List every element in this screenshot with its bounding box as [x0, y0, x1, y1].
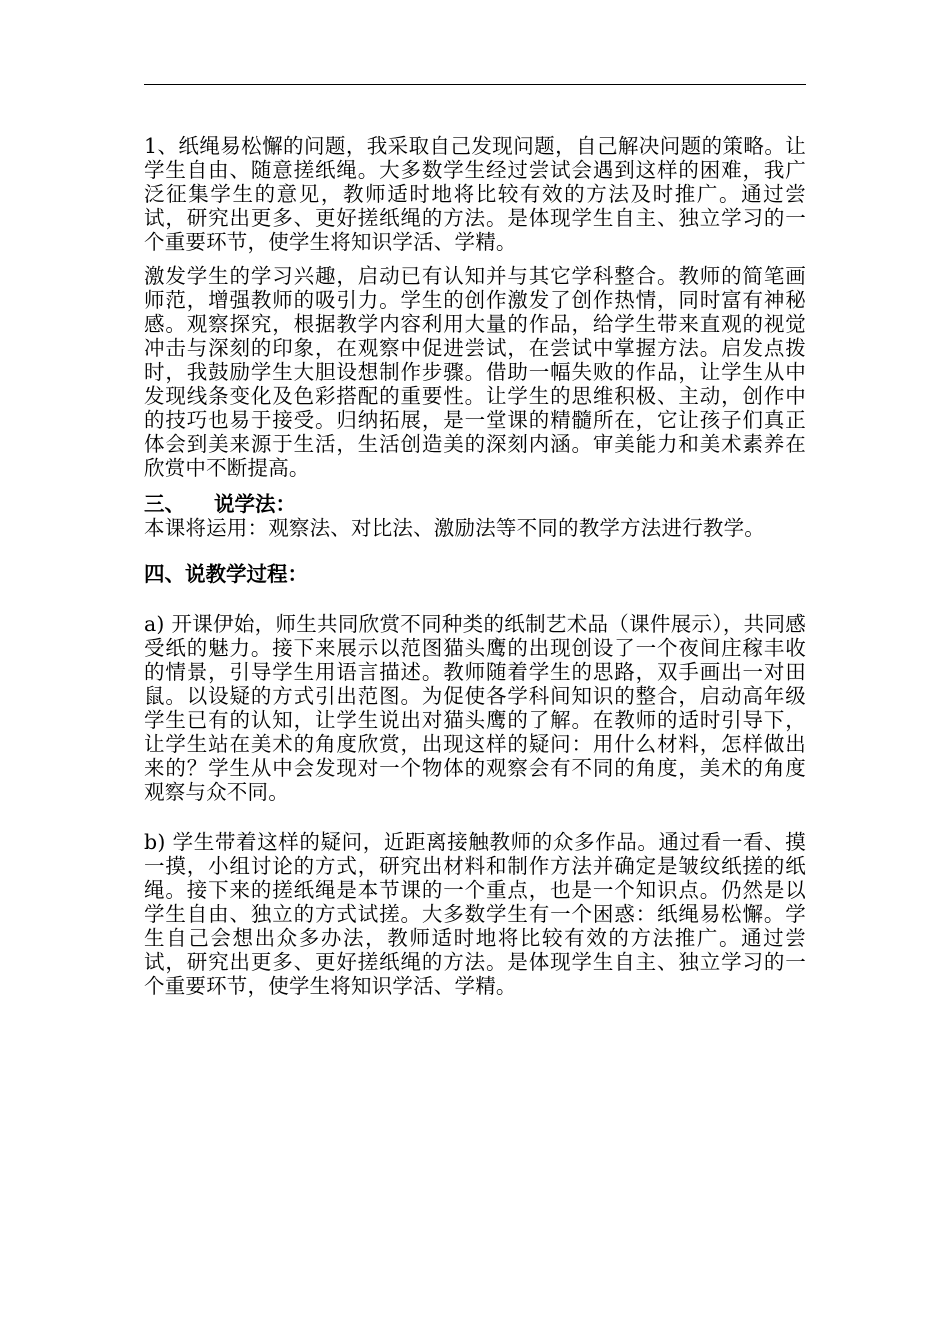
- section-title: 说学法：: [214, 492, 296, 516]
- paragraph-rope-problem: 1、纸绳易松懈的问题，我采取自己发现问题，自己解决问题的策略。让学生自由、随意搓纸绳。大多数学生经过尝试会遇到这样的困难，我广泛征集学生的意见，教师适时地将比较有效的方法及时推广。通过尝试，研究出更多、更好搓纸绳的方法。是体现学生自主、独立学习的一个重要环节，使学生将知识学活、学精。: [144, 134, 806, 254]
- section-heading-learning-methods: [144, 492, 806, 516]
- section-heading-teaching-process: 四、说教学过程：: [144, 562, 308, 586]
- header-rule: [144, 84, 806, 85]
- paragraph-process-a: a) 开课伊始，师生共同欣赏不同种类的纸制艺术品（课件展示），共同感受纸的魅力。接下来展示以范图猫头鹰的出现创设了一个夜间庄稼丰收的情景，引导学生用语言描述。教师随着学生的思路，双手画出一对田鼠。以设疑的方式引出范图。为促使各学科间知识的整合，启动高年级学生已有的认知，让学生说出对猫头鹰的了解。在教师的适时引导下，让学生站在美术的角度欣赏，出现这样的疑问：用什么材料，怎样做出来的？学生从中会发现对一个物体的观察会有不同的角度，美术的角度观察与众不同。: [144, 612, 806, 804]
- paragraph-teaching-methods: 激发学生的学习兴趣，启动已有认知并与其它学科整合。教师的简笔画师范，增强教师的吸引力。学生的创作激发了创作热情，同时富有神秘感。观察探究，根据教学内容利用大量的作品，给学生带来直观的视觉冲击与深刻的印象，在观察中促进尝试，在尝试中掌握方法。启发点拨时，我鼓励学生大胆设想制作步骤。借助一幅失败的作品，让学生从中发现线条变化及色彩搭配的重要性。让学生的思维积极、主动，创作中的技巧也易于接受。归纳拓展，是一堂课的精髓所在，它让孩子们真正体会到美来源于生活，生活创造美的深刻内涵。审美能力和美术素养在欣赏中不断提高。: [144, 264, 806, 480]
- paragraph-learning-methods: 本课将运用：观察法、对比法、激励法等不同的教学方法进行教学。: [144, 516, 765, 540]
- document-body: [144, 134, 806, 998]
- section-number: 三、: [144, 492, 185, 516]
- paragraph-process-b: b) 学生带着这样的疑问，近距离接触教师的众多作品。通过看一看、摸一摸，小组讨论的方式，研究出材料和制作方法并确定是皱纹纸搓的纸绳。接下来的搓纸绳是本节课的一个重点，也是一个知识点。仍然是以学生自由、独立的方式试搓。大多数学生有一个困惑：纸绳易松懈。学生自己会想出众多办法，教师适时地将比较有效的方法推广。通过尝试，研究出更多、更好搓纸绳的方法。是体现学生自主、独立学习的一个重要环节，使学生将知识学活、学精。: [144, 830, 806, 998]
